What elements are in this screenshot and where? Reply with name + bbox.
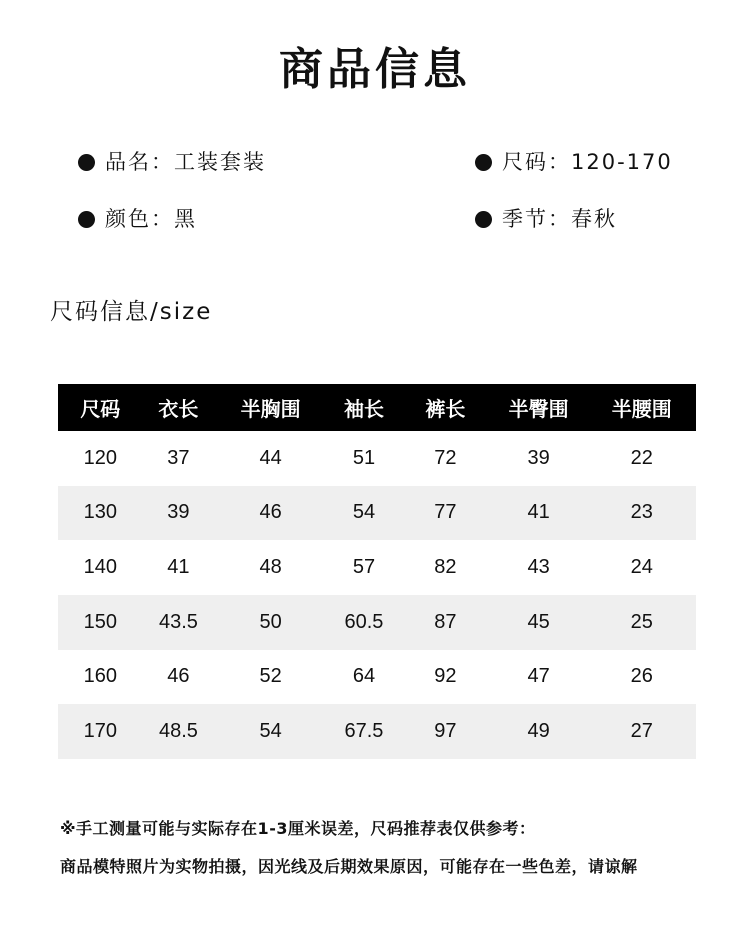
table-row xyxy=(58,650,696,705)
table-cell: 48.5 xyxy=(143,704,215,759)
table-cell: 39 xyxy=(490,431,588,486)
column-header: 裤长 xyxy=(401,384,490,431)
table-cell: 67.5 xyxy=(327,704,401,759)
info-item-product-name xyxy=(78,147,266,177)
bullet-icon xyxy=(78,211,95,228)
table-cell: 41 xyxy=(143,540,215,595)
table-header-row xyxy=(58,384,696,431)
table-row xyxy=(58,540,696,595)
info-label: 品名： xyxy=(105,150,174,174)
column-header: 半胸围 xyxy=(214,384,327,431)
column-header: 半臀围 xyxy=(490,384,588,431)
table-cell: 60.5 xyxy=(327,595,401,650)
info-value: 黑 xyxy=(174,207,197,231)
table-cell: 97 xyxy=(401,704,490,759)
table-cell: 25 xyxy=(587,595,696,650)
info-value: 120-170 xyxy=(571,150,673,174)
table-cell: 37 xyxy=(143,431,215,486)
table-cell: 120 xyxy=(58,431,143,486)
info-label: 颜色： xyxy=(105,207,174,231)
page-title: 商品信息 xyxy=(279,44,471,95)
table-row xyxy=(58,595,696,650)
column-header: 半腰围 xyxy=(587,384,696,431)
table-cell: 46 xyxy=(143,650,215,705)
table-cell: 57 xyxy=(327,540,401,595)
info-item-color xyxy=(78,204,197,234)
color-disclaimer-note: 商品模特照片为实物拍摄，因光线及后期效果原因，可能存在一些色差，请谅解 xyxy=(60,857,638,876)
table-cell: 130 xyxy=(58,486,143,541)
table-cell: 160 xyxy=(58,650,143,705)
section-title: 尺码信息/size xyxy=(50,299,213,325)
table-cell: 51 xyxy=(327,431,401,486)
table-cell: 140 xyxy=(58,540,143,595)
table-cell: 150 xyxy=(58,595,143,650)
table-cell: 45 xyxy=(490,595,588,650)
table-cell: 52 xyxy=(214,650,327,705)
bullet-icon xyxy=(475,154,492,171)
table-cell: 43.5 xyxy=(143,595,215,650)
table-row xyxy=(58,486,696,541)
size-table xyxy=(58,384,696,759)
table-row xyxy=(58,704,696,759)
info-label: 季节： xyxy=(502,207,571,231)
table-cell: 24 xyxy=(587,540,696,595)
info-label: 尺码： xyxy=(502,150,571,174)
table-cell: 43 xyxy=(490,540,588,595)
table-cell: 22 xyxy=(587,431,696,486)
table-cell: 170 xyxy=(58,704,143,759)
table-cell: 54 xyxy=(327,486,401,541)
table-cell: 48 xyxy=(214,540,327,595)
table-cell: 46 xyxy=(214,486,327,541)
table-cell: 92 xyxy=(401,650,490,705)
table-cell: 23 xyxy=(587,486,696,541)
bullet-icon xyxy=(475,211,492,228)
table-cell: 72 xyxy=(401,431,490,486)
info-item-size xyxy=(475,147,673,177)
info-value: 春秋 xyxy=(571,207,617,231)
table-cell: 82 xyxy=(401,540,490,595)
column-header: 衣长 xyxy=(143,384,215,431)
table-cell: 54 xyxy=(214,704,327,759)
table-cell: 44 xyxy=(214,431,327,486)
info-value: 工装套装 xyxy=(174,150,266,174)
column-header: 袖长 xyxy=(327,384,401,431)
table-cell: 50 xyxy=(214,595,327,650)
table-cell: 27 xyxy=(587,704,696,759)
measurement-note: ※手工测量可能与实际存在1-3厘米误差，尺码推荐表仅供参考： xyxy=(60,819,536,838)
table-cell: 41 xyxy=(490,486,588,541)
table-cell: 77 xyxy=(401,486,490,541)
table-cell: 39 xyxy=(143,486,215,541)
info-item-season xyxy=(475,204,617,234)
table-cell: 64 xyxy=(327,650,401,705)
table-cell: 47 xyxy=(490,650,588,705)
column-header: 尺码 xyxy=(58,384,143,431)
table-cell: 49 xyxy=(490,704,588,759)
table-cell: 26 xyxy=(587,650,696,705)
table-cell: 87 xyxy=(401,595,490,650)
bullet-icon xyxy=(78,154,95,171)
table-row xyxy=(58,431,696,486)
